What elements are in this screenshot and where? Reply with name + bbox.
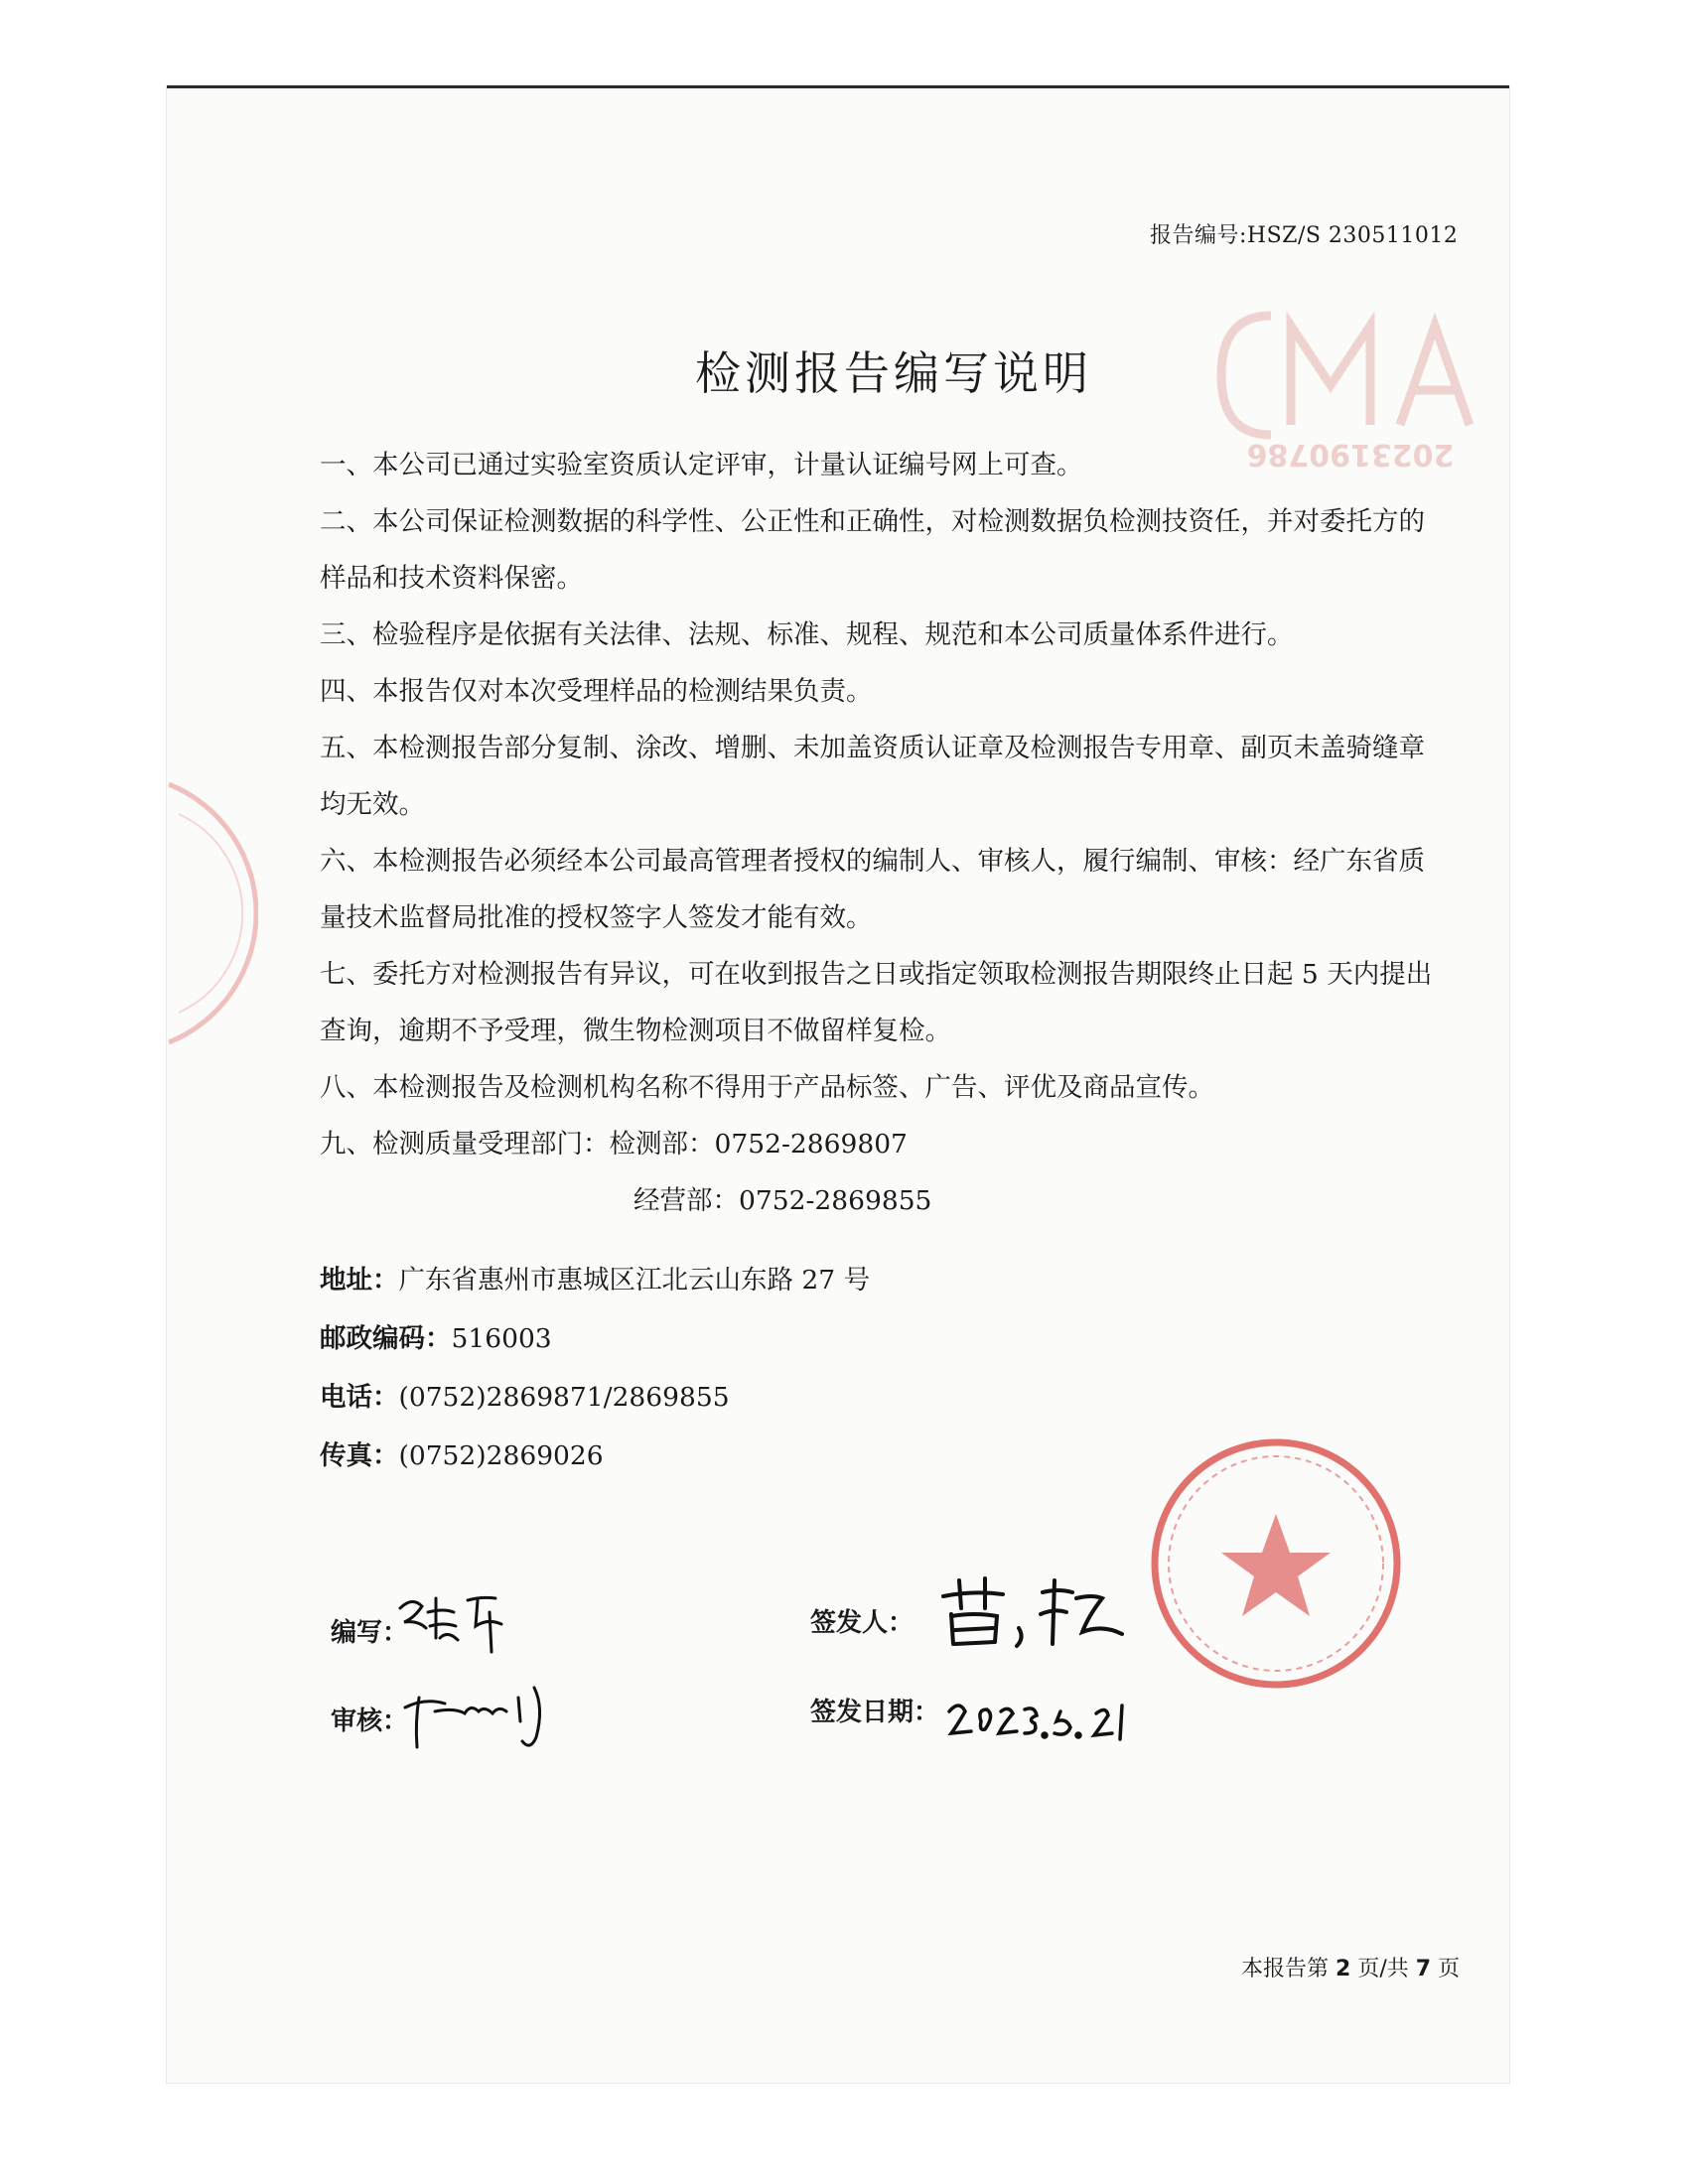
clause-5: 五、本检测报告部分复制、涂改、增删、未加盖资质认证章及检测报告专用章、副页未盖骑缝章均无效。 xyxy=(320,733,1425,820)
issuer-label: 签发人： xyxy=(810,1608,914,1638)
address-value: 广东省惠州市惠城区江北云山东路 27 号 xyxy=(398,1265,871,1296)
fax-value: (0752)2869026 xyxy=(398,1440,604,1471)
clause-2: 二、本公司保证检测数据的科学性、公正性和正确性，对检测数据负检测技资任，并对委托方的样品和技术资料保密。 xyxy=(320,506,1425,594)
clause-1: 一、本公司已通过实验室资质认定评审，计量认证编号网上可查。 xyxy=(320,450,1083,480)
official-red-stamp xyxy=(1142,1430,1410,1698)
clause-3: 三、检验程序是依据有关法律、法规、标准、规程、规范和本公司质量体系件进行。 xyxy=(320,619,1294,650)
contact-block xyxy=(320,1251,870,1485)
postcode-row xyxy=(320,1309,870,1368)
issue-date-text xyxy=(0,2,5,3)
footer-total-pages: 7 xyxy=(1415,1957,1432,1981)
phone-row xyxy=(320,1368,870,1427)
issuer-signature xyxy=(933,1569,1132,1658)
clause-6: 六、本检测报告必须经本公司最高管理者授权的编制人、审核人，履行编制、审核：经广东省质量技术监督局批准的授权签字人签发才能有效。 xyxy=(320,846,1425,933)
compiler-label: 编写： xyxy=(331,1618,409,1648)
page-footer xyxy=(1241,1952,1460,1982)
footer-mid: 页/共 xyxy=(1357,1957,1409,1981)
page-title: 检测报告编写说明 xyxy=(695,346,1092,400)
departments-line-2: 经营部：0752-2869855 xyxy=(633,1185,932,1216)
reviewer-label: 审核： xyxy=(331,1706,409,1736)
footer-suffix: 页 xyxy=(1438,1957,1461,1981)
top-edge-rule xyxy=(167,85,1509,88)
departments-line-1: 九、检测质量受理部门：检测部：0752-2869807 xyxy=(320,1129,908,1160)
cma-number-text: 2023190786 xyxy=(1246,437,1455,472)
phone-label: 电话： xyxy=(320,1382,399,1413)
seam-stamp-fragment xyxy=(149,774,258,1052)
phone-value: (0752)2869871/2869855 xyxy=(398,1382,730,1413)
fax-label: 传真： xyxy=(320,1440,399,1471)
issue-date-label: 签发日期： xyxy=(810,1698,940,1727)
clause-8: 八、本检测报告及检测机构名称不得用于产品标签、广告、评优及商品宣传。 xyxy=(320,1072,1214,1103)
footer-prefix: 本报告第 xyxy=(1241,1957,1330,1981)
footer-page-number: 2 xyxy=(1336,1957,1351,1981)
clause-7: 七、委托方对检测报告有异议，可在收到报告之日或指定领取检测报告期限终止日起 5 天内提出查询，逾期不予受理，微生物检测项目不做留样复检。 xyxy=(320,959,1433,1046)
report-number: 报告编号:HSZ/S 230511012 xyxy=(1150,223,1459,248)
compiler-signature xyxy=(392,1578,531,1658)
reviewer-signature xyxy=(395,1668,574,1757)
issuer-name-text xyxy=(0,0,2,1)
postcode-label: 邮政编码： xyxy=(320,1323,452,1354)
address-row xyxy=(320,1251,870,1309)
issue-date-handwritten xyxy=(943,1682,1142,1751)
postcode-value: 516003 xyxy=(451,1323,552,1354)
address-label: 地址： xyxy=(320,1265,399,1296)
clause-4: 四、本报告仅对本次受理样品的检测结果负责。 xyxy=(320,676,873,707)
fax-row xyxy=(320,1427,870,1485)
stamp-star-icon xyxy=(1221,1514,1331,1616)
clauses-list xyxy=(320,437,1442,1229)
